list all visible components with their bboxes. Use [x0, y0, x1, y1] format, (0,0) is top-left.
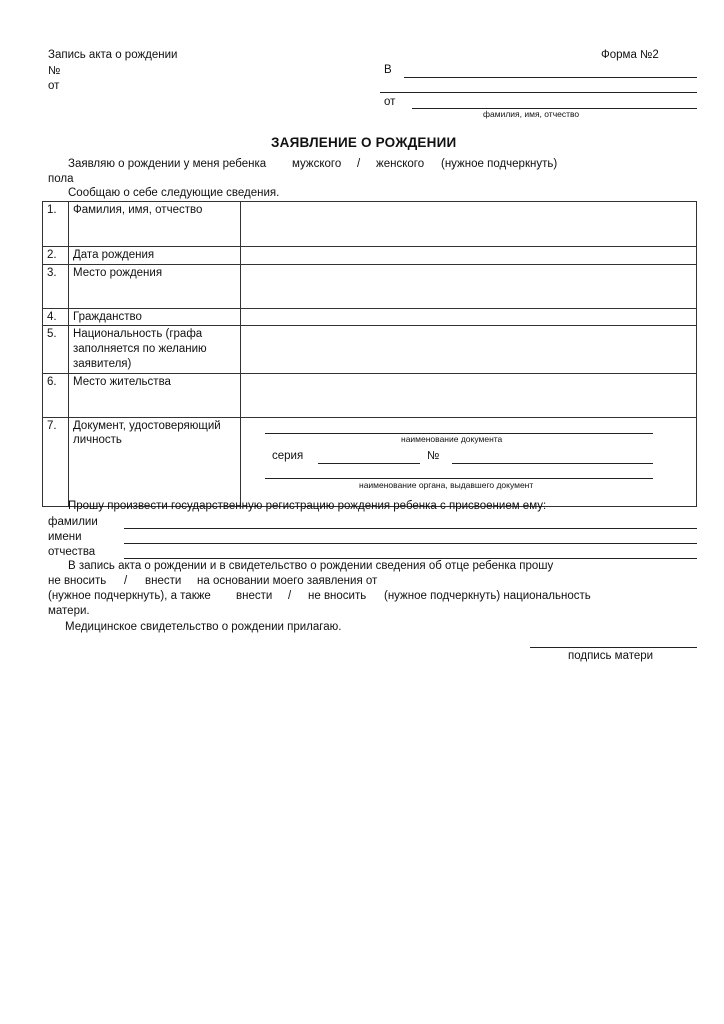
- patronymic-line[interactable]: [124, 558, 697, 559]
- nationality-not-include-option[interactable]: не вносить: [308, 590, 367, 602]
- intro-line-1: Заявляю о рождении у меня ребенка: [68, 158, 267, 170]
- name-label: имени: [48, 531, 82, 543]
- page-title: ЗАЯВЛЕНИЕ О РОЖДЕНИИ: [271, 135, 457, 150]
- from-prefix: от: [384, 96, 396, 108]
- id-document-value-cell: [241, 417, 697, 506]
- table-row: [43, 308, 697, 326]
- row-label: Документ, удостоверяющий личность: [69, 417, 241, 506]
- row-label: Место жительства: [69, 373, 241, 417]
- registration-request: Прошу произвести государственную регистрацию рождения ребенка с присвоением ему:: [68, 500, 547, 512]
- doc-name-caption: наименование документа: [401, 433, 503, 444]
- doc-number-line[interactable]: [452, 463, 653, 464]
- gender-separator: /: [357, 158, 361, 170]
- signature-caption: подпись матери: [568, 650, 654, 662]
- citizenship-value-cell[interactable]: [241, 308, 697, 326]
- attachment-note: Медицинское свидетельство о рождении прилагаю.: [65, 621, 342, 633]
- row-number: 3.: [43, 264, 69, 308]
- row-label: Дата рождения: [69, 247, 241, 265]
- gender-female-option[interactable]: женского: [376, 158, 425, 170]
- intro-line-2: пола: [48, 173, 74, 185]
- patronymic-label: отчества: [48, 546, 96, 558]
- father-not-include-option[interactable]: не вносить: [48, 575, 107, 587]
- surname-line[interactable]: [124, 528, 697, 529]
- to-field-line-2[interactable]: [380, 92, 697, 93]
- father-basis-text: на основании моего заявления от: [197, 575, 378, 587]
- name-line[interactable]: [124, 543, 697, 544]
- nationality-include-option[interactable]: внести: [236, 590, 273, 602]
- record-number-label: №: [48, 65, 61, 77]
- birth-place-value-cell[interactable]: [241, 264, 697, 308]
- row-number: 6.: [43, 373, 69, 417]
- issuer-caption: наименование органа, выдавшего документ: [359, 479, 534, 490]
- father-line-4: матери.: [48, 605, 90, 617]
- table-row: [43, 202, 697, 247]
- intro-line-3: Сообщаю о себе следующие сведения.: [68, 187, 280, 199]
- row-number: 2.: [43, 247, 69, 265]
- to-field-line[interactable]: [404, 77, 697, 78]
- row-label: Фамилия, имя, отчество: [69, 202, 241, 247]
- nationality-separator: /: [288, 590, 292, 602]
- record-date-label: от: [48, 80, 60, 92]
- gender-note: (нужное подчеркнуть): [441, 158, 558, 170]
- record-label: Запись акта о рождении: [48, 49, 178, 61]
- to-prefix: В: [384, 64, 392, 76]
- nationality-value-cell[interactable]: [241, 326, 697, 373]
- table-row: [43, 373, 697, 417]
- series-line[interactable]: [318, 463, 420, 464]
- row-label: Место рождения: [69, 264, 241, 308]
- table-row: [43, 417, 697, 506]
- applicant-info-table: [42, 201, 697, 507]
- issuer-line[interactable]: [265, 478, 653, 479]
- row-number: 5.: [43, 326, 69, 373]
- row-number: 1.: [43, 202, 69, 247]
- father-line-1: В запись акта о рождении и в свидетельство о рождении сведения об отце ребенка прошу: [68, 560, 554, 572]
- row-number: 7.: [43, 417, 69, 506]
- form-number: Форма №2: [601, 49, 659, 61]
- father-include-option[interactable]: внести: [145, 575, 182, 587]
- father-line-3-note: (нужное подчеркнуть), а также: [48, 590, 211, 602]
- fio-caption: фамилия, имя, отчество: [483, 109, 580, 119]
- row-label: Национальность (графа заполняется по желанию заявителя): [69, 326, 241, 373]
- table-row: [43, 247, 697, 265]
- signature-line[interactable]: [530, 647, 697, 648]
- series-label: серия: [272, 449, 304, 462]
- fio-value-cell[interactable]: [241, 202, 697, 247]
- residence-value-cell[interactable]: [241, 373, 697, 417]
- table-row: [43, 326, 697, 373]
- surname-label: фамилии: [48, 516, 98, 528]
- doc-number-label: №: [427, 449, 440, 462]
- birth-date-value-cell[interactable]: [241, 247, 697, 265]
- nationality-note: (нужное подчеркнуть) национальность: [384, 590, 591, 602]
- gender-male-option[interactable]: мужского: [292, 158, 342, 170]
- row-label: Гражданство: [69, 308, 241, 326]
- father-separator: /: [124, 575, 128, 587]
- table-row: [43, 264, 697, 308]
- row-number: 4.: [43, 308, 69, 326]
